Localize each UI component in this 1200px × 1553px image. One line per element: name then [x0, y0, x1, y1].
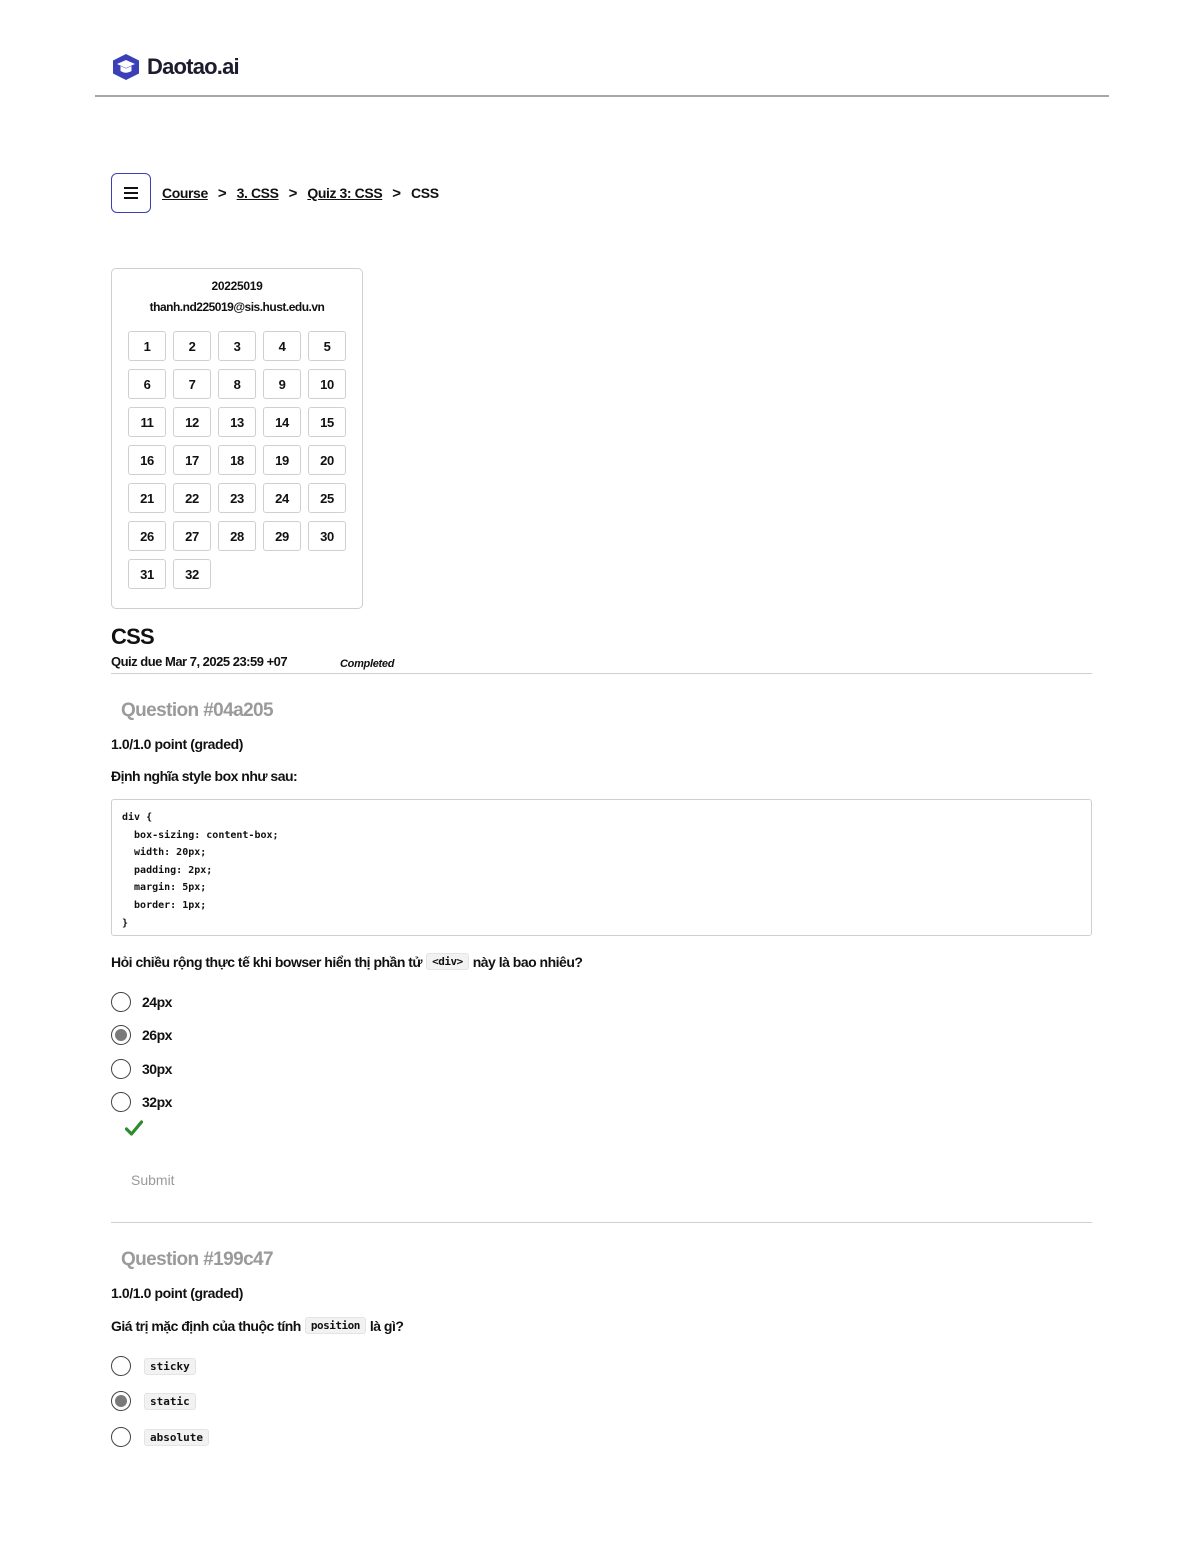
question-1-text	[111, 953, 582, 970]
code-line: padding: 2px;	[122, 864, 213, 876]
option-label: 30px	[142, 1061, 172, 1077]
question-nav-button[interactable]: 17	[173, 445, 211, 475]
question-nav-button[interactable]: 13	[218, 407, 256, 437]
option-label: 24px	[142, 994, 172, 1010]
question-1-prompt: Định nghĩa style box như sau:	[111, 768, 298, 784]
code-line: margin: 5px;	[122, 882, 207, 894]
question-nav-button[interactable]: 30	[308, 521, 346, 551]
question-nav-button[interactable]: 2	[173, 331, 211, 361]
question-nav-button[interactable]: 11	[128, 407, 166, 437]
student-id: 20225019	[211, 279, 263, 293]
question-1-code-block	[111, 799, 1092, 936]
code-line: }	[122, 917, 129, 929]
code-line: border: 1px;	[122, 899, 207, 911]
question-1-points: 1.0/1.0 point (graded)	[111, 736, 243, 752]
breadcrumb-quiz-link[interactable]: Quiz 3: CSS	[307, 185, 383, 201]
question-nav-button[interactable]: 12	[173, 407, 211, 437]
quiz-status-badge: Completed	[340, 658, 395, 670]
question-nav-button[interactable]: 28	[218, 521, 256, 551]
question-1-text-after: này là bao nhiêu?	[472, 953, 583, 970]
question-2-text-after: là gì?	[369, 1317, 404, 1334]
question-1-option[interactable]	[111, 1025, 172, 1045]
breadcrumb-separator: >	[217, 184, 227, 202]
logo-text: Daotao.ai	[147, 54, 239, 79]
question-nav-button[interactable]: 5	[308, 331, 346, 361]
question-nav-button[interactable]: 15	[308, 407, 346, 437]
question-nav-button[interactable]: 8	[218, 369, 256, 399]
breadcrumb-course-link[interactable]: Course	[162, 185, 208, 201]
code-line: width: 20px;	[122, 847, 207, 859]
radio-button[interactable]	[111, 1059, 131, 1079]
question-1-option[interactable]	[111, 1092, 172, 1112]
submit-button[interactable]: Submit	[121, 1168, 185, 1192]
question-number-grid	[128, 331, 346, 589]
question-nav-button[interactable]: 3	[218, 331, 256, 361]
question-nav-button[interactable]: 32	[173, 559, 211, 589]
question-nav-button[interactable]: 29	[263, 521, 301, 551]
option-label: 32px	[142, 1094, 172, 1110]
question-2-option[interactable]	[111, 1427, 209, 1447]
radio-button[interactable]	[111, 1092, 131, 1112]
question-1-inline-code: <div>	[426, 953, 469, 970]
question-nav-button[interactable]: 22	[173, 483, 211, 513]
question-nav-button[interactable]: 14	[263, 407, 301, 437]
question-nav-button[interactable]: 25	[308, 483, 346, 513]
question-nav-button[interactable]: 26	[128, 521, 166, 551]
hamburger-icon	[124, 187, 138, 199]
question-2-title: Question #199c47	[121, 1249, 273, 1270]
breadcrumb-separator: >	[392, 184, 402, 202]
quiz-due-date: Quiz due Mar 7, 2025 23:59 +07	[111, 654, 288, 669]
question-1-option[interactable]	[111, 992, 172, 1012]
question-nav-button[interactable]: 16	[128, 445, 166, 475]
option-code-label: sticky	[144, 1358, 196, 1375]
question-2-option[interactable]	[111, 1356, 196, 1376]
question-nav-button[interactable]: 7	[173, 369, 211, 399]
question-nav-button[interactable]: 1	[128, 331, 166, 361]
divider	[111, 1222, 1092, 1223]
question-nav-button[interactable]: 24	[263, 483, 301, 513]
breadcrumb-separator: >	[288, 184, 298, 202]
question-1-option[interactable]	[111, 1059, 172, 1079]
question-nav-button[interactable]: 23	[218, 483, 256, 513]
question-nav-button[interactable]: 27	[173, 521, 211, 551]
logo[interactable]	[110, 51, 239, 83]
divider	[111, 673, 1092, 674]
code-line: box-sizing: content-box;	[122, 829, 279, 841]
question-nav-button[interactable]: 10	[308, 369, 346, 399]
question-nav-button[interactable]: 18	[218, 445, 256, 475]
radio-button[interactable]	[111, 992, 131, 1012]
student-email: thanh.nd225019@sis.hust.edu.vn	[149, 300, 325, 314]
question-navigator	[111, 268, 363, 609]
site-header	[95, 40, 1109, 97]
radio-button-selected[interactable]	[111, 1391, 131, 1411]
graduation-cap-logo-icon	[110, 51, 142, 83]
breadcrumb	[111, 173, 439, 213]
correct-checkmark-icon	[125, 1120, 143, 1136]
breadcrumb-current: CSS	[411, 185, 439, 201]
radio-button[interactable]	[111, 1356, 131, 1376]
question-1-title: Question #04a205	[121, 700, 273, 721]
radio-button[interactable]	[111, 1427, 131, 1447]
question-nav-button[interactable]: 4	[263, 331, 301, 361]
question-2-text-before: Giá trị mặc định của thuộc tính	[111, 1317, 301, 1334]
breadcrumb-section-link[interactable]: 3. CSS	[236, 185, 279, 201]
question-nav-button[interactable]: 21	[128, 483, 166, 513]
question-2-option[interactable]	[111, 1391, 196, 1411]
menu-toggle-button[interactable]	[111, 173, 151, 213]
question-nav-button[interactable]: 9	[263, 369, 301, 399]
radio-button-selected[interactable]	[111, 1025, 131, 1045]
question-nav-button[interactable]: 20	[308, 445, 346, 475]
question-nav-button[interactable]: 6	[128, 369, 166, 399]
option-label: 26px	[142, 1027, 172, 1043]
option-code-label: absolute	[144, 1429, 209, 1446]
question-1-text-before: Hỏi chiều rộng thực tế khi bowser hiển thị phần tử	[111, 953, 423, 970]
question-nav-button[interactable]: 19	[263, 445, 301, 475]
option-code-label: static	[144, 1393, 196, 1410]
question-2-inline-code: position	[305, 1317, 366, 1334]
question-2-points: 1.0/1.0 point (graded)	[111, 1285, 243, 1301]
question-2-text	[111, 1317, 403, 1334]
quiz-title: CSS	[111, 624, 154, 649]
question-nav-button[interactable]: 31	[128, 559, 166, 589]
code-line: div {	[122, 812, 153, 823]
